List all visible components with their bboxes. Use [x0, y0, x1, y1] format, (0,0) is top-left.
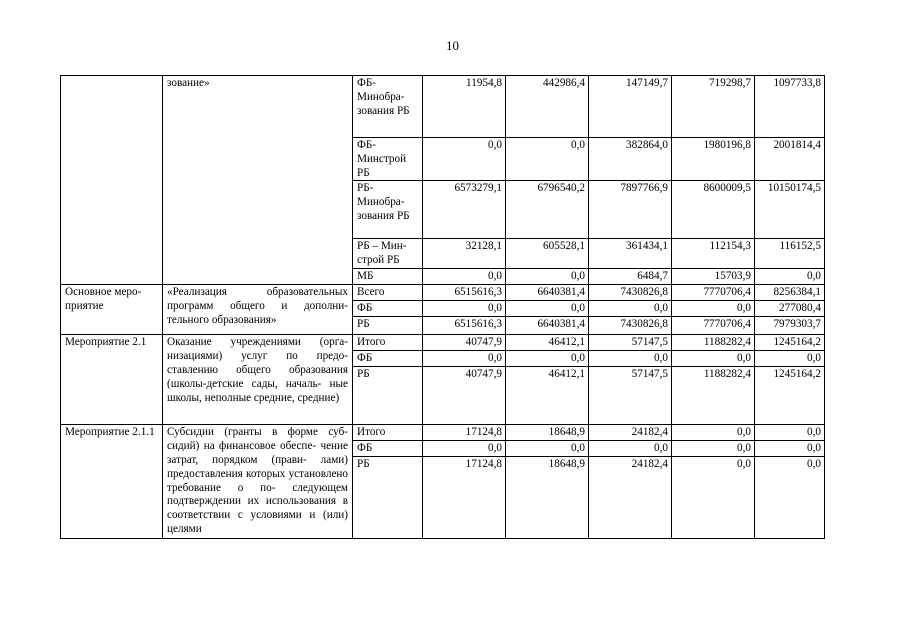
value-cell: 40747,9 [423, 367, 506, 425]
value-cell: 1245164,2 [755, 335, 825, 351]
program-cell: Мероприятие 2.1 [61, 335, 163, 425]
value-cell: 112154,3 [672, 239, 755, 269]
value-cell: 8256384,1 [755, 285, 825, 301]
value-cell: 0,0 [423, 269, 506, 285]
value-cell: 40747,9 [423, 335, 506, 351]
description-cell: «Реализация образовательных программ общего и дополни- тельного образования» [163, 285, 353, 335]
value-cell: 116152,5 [755, 239, 825, 269]
program-cell: Мероприятие 2.1.1 [61, 425, 163, 539]
value-cell: 8600009,5 [672, 181, 755, 239]
value-cell: 1245164,2 [755, 367, 825, 425]
value-cell: 277080,4 [755, 301, 825, 317]
value-cell: 6640381,4 [506, 285, 589, 301]
value-cell: 46412,1 [506, 367, 589, 425]
value-cell: 0,0 [755, 425, 825, 441]
value-cell: 605528,1 [506, 239, 589, 269]
table-row [61, 335, 825, 351]
value-cell: 17124,8 [423, 457, 506, 539]
source-cell: РБ [353, 317, 423, 335]
value-cell: 0,0 [423, 138, 506, 181]
source-cell: РБ – Мин- строй РБ [353, 239, 423, 269]
value-cell: 0,0 [755, 351, 825, 367]
description-cell: Субсидии (гранты в форме суб- сидий) на финансовое обеспе- чение затрат, порядком (прави- лами) предоставления которых установлено требование о по- следующем подтверждении их использования в соответствии с условиями и (или) целями [163, 425, 353, 539]
source-cell: РБ- Минобра- зования РБ [353, 181, 423, 239]
value-cell: 18648,9 [506, 457, 589, 539]
value-cell: 15703,9 [672, 269, 755, 285]
value-cell: 0,0 [672, 441, 755, 457]
value-cell: 0,0 [589, 301, 672, 317]
value-cell: 32128,1 [423, 239, 506, 269]
value-cell: 1188282,4 [672, 367, 755, 425]
value-cell: 0,0 [423, 301, 506, 317]
value-cell: 1188282,4 [672, 335, 755, 351]
value-cell: 0,0 [506, 351, 589, 367]
source-cell: ФБ [353, 351, 423, 367]
table-row [61, 285, 825, 301]
value-cell: 0,0 [506, 301, 589, 317]
value-cell: 0,0 [506, 269, 589, 285]
description-cell: Оказание учреждениями (орга- низациями) услуг по предо- ставлению общего образования (школы-детские сады, началь- ные школы, неполные средние, средние) [163, 335, 353, 425]
value-cell: 0,0 [506, 441, 589, 457]
value-cell: 147149,7 [589, 76, 672, 138]
value-cell: 6796540,2 [506, 181, 589, 239]
table-row [61, 425, 825, 441]
value-cell: 6515616,3 [423, 317, 506, 335]
value-cell: 24182,4 [589, 457, 672, 539]
value-cell: 0,0 [506, 138, 589, 181]
program-cell [61, 76, 163, 285]
source-cell: Итого [353, 425, 423, 441]
value-cell: 719298,7 [672, 76, 755, 138]
value-cell: 0,0 [672, 351, 755, 367]
source-cell: РБ [353, 457, 423, 539]
value-cell: 18648,9 [506, 425, 589, 441]
table-row [61, 76, 825, 138]
page-number: 10 [446, 38, 459, 53]
value-cell: 57147,5 [589, 335, 672, 351]
value-cell: 0,0 [423, 351, 506, 367]
value-cell: 0,0 [755, 457, 825, 539]
value-cell: 10150174,5 [755, 181, 825, 239]
source-cell: Всего [353, 285, 423, 301]
source-cell: РБ [353, 367, 423, 425]
value-cell: 0,0 [423, 441, 506, 457]
table-body [61, 76, 825, 539]
value-cell: 7897766,9 [589, 181, 672, 239]
value-cell: 7430826,8 [589, 317, 672, 335]
program-cell: Основное меро- приятие [61, 285, 163, 335]
source-cell: ФБ [353, 441, 423, 457]
value-cell: 361434,1 [589, 239, 672, 269]
value-cell: 2001814,4 [755, 138, 825, 181]
value-cell: 0,0 [672, 301, 755, 317]
value-cell: 0,0 [589, 441, 672, 457]
value-cell: 7770706,4 [672, 285, 755, 301]
value-cell: 7430826,8 [589, 285, 672, 301]
value-cell: 1980196,8 [672, 138, 755, 181]
value-cell: 0,0 [755, 269, 825, 285]
value-cell: 57147,5 [589, 367, 672, 425]
source-cell: Итого [353, 335, 423, 351]
value-cell: 17124,8 [423, 425, 506, 441]
value-cell: 6573279,1 [423, 181, 506, 239]
value-cell: 0,0 [672, 425, 755, 441]
budget-table [60, 75, 825, 539]
value-cell: 1097733,8 [755, 76, 825, 138]
value-cell: 6640381,4 [506, 317, 589, 335]
value-cell: 0,0 [672, 457, 755, 539]
value-cell: 46412,1 [506, 335, 589, 351]
value-cell: 6515616,3 [423, 285, 506, 301]
value-cell: 442986,4 [506, 76, 589, 138]
value-cell: 382864,0 [589, 138, 672, 181]
value-cell: 7770706,4 [672, 317, 755, 335]
source-cell: ФБ- Минстрой РБ [353, 138, 423, 181]
value-cell: 24182,4 [589, 425, 672, 441]
value-cell: 0,0 [755, 441, 825, 457]
description-cell: зование» [163, 76, 353, 285]
value-cell: 6484,7 [589, 269, 672, 285]
source-cell: МБ [353, 269, 423, 285]
value-cell: 11954,8 [423, 76, 506, 138]
value-cell: 0,0 [589, 351, 672, 367]
source-cell: ФБ- Минобра- зования РБ [353, 76, 423, 138]
value-cell: 7979303,7 [755, 317, 825, 335]
source-cell: ФБ [353, 301, 423, 317]
